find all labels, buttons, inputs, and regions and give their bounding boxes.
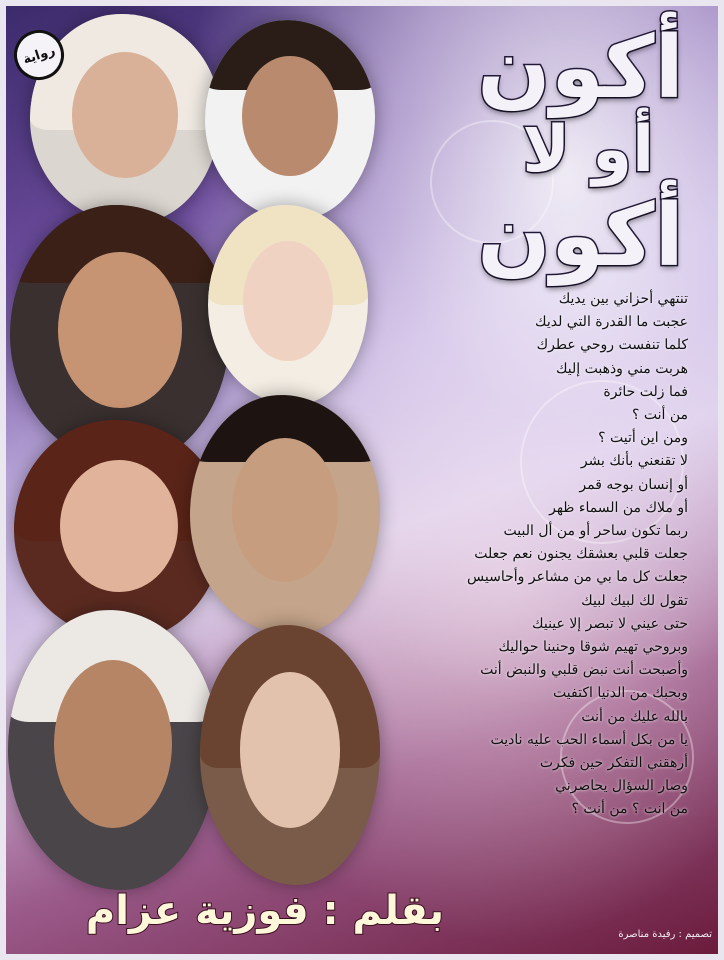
poem-line: بالله عليك من أنت (581, 708, 688, 725)
poem-line: من انت ؟ من أنت ؟ (571, 801, 688, 818)
poem-line: تقول لك لبيك لبيك (581, 592, 688, 609)
portrait-woman-blonde (208, 205, 368, 405)
title-line-1: أكون (477, 18, 684, 118)
title-line-2: أو لا (522, 113, 654, 187)
poem-line: أرهقني التفكر حين فكرت (539, 755, 688, 772)
title-line-3: أكون (477, 186, 684, 286)
poem-line: وبحبك من الدنيا اكتفيت (553, 685, 688, 702)
poem-line: تنتهي أحزاني بين يديك (558, 291, 688, 307)
poem-line: ومن اين أتيت ؟ (598, 430, 688, 447)
poem-line: يا من بكل أسماء الحب عليه ناديت (490, 731, 688, 748)
poem-line: جعلت قلبي بعشقك يجنون نعم جعلت (474, 546, 688, 563)
designer-credit: تصميم : رفيدة مناصرة (618, 929, 712, 940)
poem-line: فما زلت حائرة (603, 383, 688, 400)
poem-line: لا تقنعني بأنك بشر (580, 453, 688, 470)
poem-line: هربت مني وذهبت إليك (555, 360, 688, 377)
poem-line: عجبت ما القدرة التي لديك (535, 314, 688, 331)
poem-line: أو ملاك من السماء ظهر (549, 499, 688, 516)
author-byline: بقلم : فوزية عزام (85, 888, 444, 934)
poem-text (372, 288, 688, 822)
portrait-man-keffiyeh (8, 610, 218, 890)
poem-line: أو إنسان بوجه قمر (579, 476, 688, 493)
poem-line: وصار السؤال يحاصرني (555, 778, 688, 795)
portrait-woman-brown-hair (200, 625, 380, 885)
poem-line: كلما تنفست روحي عطرك (536, 337, 688, 354)
poem-line: جعلت كل ما بي من مشاعر وأحاسيس (467, 569, 688, 586)
poem-line: حتى عيني لا تبصر إلا عينيك (532, 615, 688, 632)
portrait-man-suit (190, 395, 380, 635)
poem-line: من أنت ؟ (631, 407, 688, 424)
poem-line: ربما تكون ساحر أو من أل البيت (503, 523, 688, 540)
novel-badge: رواية (7, 23, 70, 86)
poem-line: وبروحي تهيم شوقا وحنينا حواليك (498, 639, 688, 656)
portrait-man-dark-hair (205, 20, 375, 220)
poem-line: وأصبحت أنت نبض قلبي والنبض أنت (480, 662, 688, 679)
